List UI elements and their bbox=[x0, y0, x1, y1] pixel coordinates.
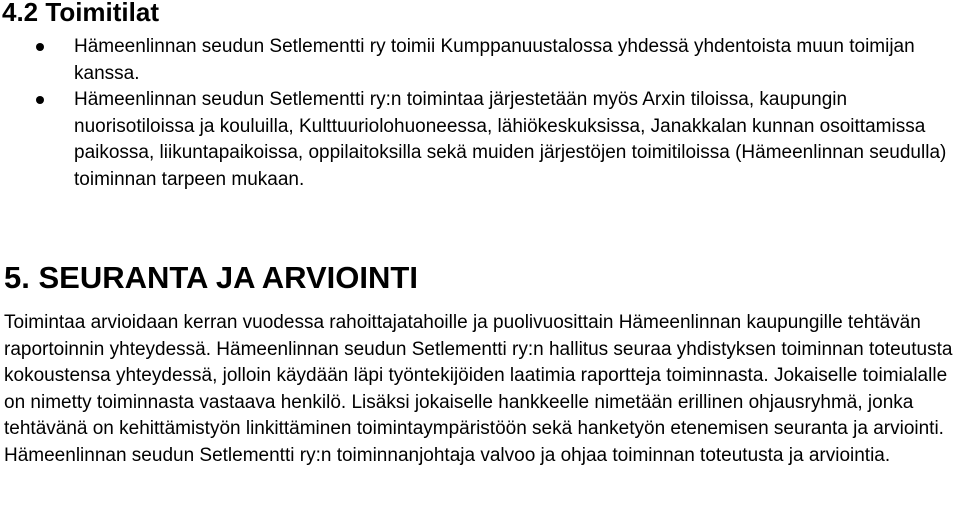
chapter-heading-seuranta-ja-arviointi: 5. SEURANTA JA ARVIOINTI bbox=[4, 260, 418, 295]
bullet-dot-icon bbox=[36, 96, 44, 104]
body-paragraph: Toimintaa arvioidaan kerran vuodessa rahoittajatahoille ja puolivuosittain Hämeenlinnan kaupungille tehtävän raportoinnin yhteydessä. Hämeenlinnan seudun Setlementti ry:n hallitus seuraa yhdistyksen toiminnan toteutusta kokoustensa yhteydessä, jolloin käydään läpi työntekijöiden laatimia raportteja toiminnasta. Jokaiselle toimialalle on nimetty toiminnasta vastaava henkilö. Lisäksi jokaiselle hankkeelle nimetään erillinen ohjausryhmä, jonka tehtävänä on kehittämistyön linkittäminen toimintaympäristöön sekä hanketyön etenemisen seuranta ja arviointi. Hämeenlinnan seudun Setlementti ry:n toiminnanjohtaja valvoo ja ohjaa toiminnan toteutusta ja arviointia. bbox=[4, 312, 953, 466]
bullet-list bbox=[0, 34, 960, 193]
bullet-text: Hämeenlinnan seudun Setlementti ry toimii Kumppanuustalossa yhdessä yhdentoista muun toimijan kanssa. bbox=[74, 36, 915, 84]
bullet-item bbox=[0, 87, 954, 193]
bullet-item bbox=[0, 34, 954, 87]
bullet-text: Hämeenlinnan seudun Setlementti ry:n toimintaa järjestetään myös Arxin tiloissa, kaupungin nuorisotiloissa ja kouluilla, Kulttuuriolohuoneessa, lähiökeskuksissa, Janakkalan kunnan osoittamissa paikossa, liikuntapaikoissa, oppilaitoksilla sekä muiden järjestöjen toimitiloissa (Hämeenlinnan seudulla) toiminnan tarpeen mukaan. bbox=[74, 89, 947, 190]
bullet-dot-icon bbox=[36, 43, 44, 51]
section-heading-toimitilat: 4.2 Toimitilat bbox=[2, 0, 159, 27]
